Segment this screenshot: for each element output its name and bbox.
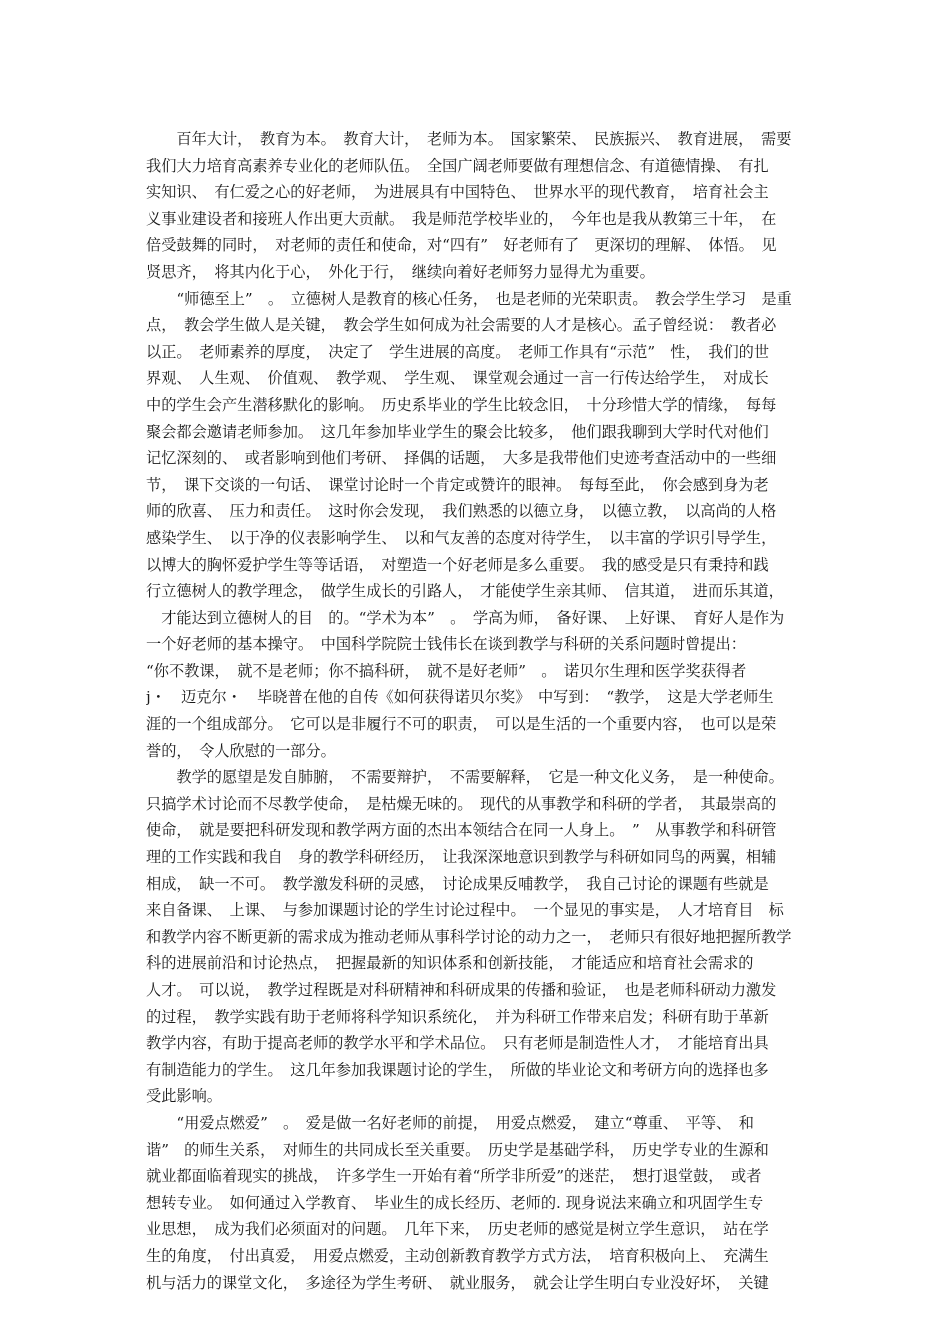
text-line: 机与活力的课堂文化， 多途径为学生考研、 就业服务， 就会让学生明白专业没好坏， 关键	[146, 1273, 769, 1292]
text-line: 实知识、 有仁爱之心的好老师， 为进展具有中国特色、 世界水平的现代教育， 培育社会主	[146, 183, 769, 202]
text-line: 义事业建设者和接班人作出更大贡献。 我是师范学校毕业的， 今年也是我从教第三十年， 在	[146, 209, 777, 228]
text-line: 就业都面临着现实的挑战， 许多学生一开始有着“所学非所爱”的迷茫， 想打退堂鼓， 或者	[146, 1167, 762, 1186]
text-line: 倍受鼓舞的同时， 对老师的责任和使命，对“四有” 好老师有了 更深切的理解、 体悟。 见	[146, 236, 777, 255]
text-line: 来自备课、 上课、 与参加课题讨论的学生讨论过程中。 一个显见的事实是， 人才培育目 标	[146, 901, 784, 920]
text-line: 涯的一个组成部分。 它可以是非履行不可的职责， 可以是生活的一个重要内容， 也可以是荣	[146, 715, 777, 734]
text-line: 受此影响。	[146, 1087, 222, 1106]
text-line: “师德至上” 。 立德树人是教育的核心任务， 也是老师的光荣职责。 教会学生学习 是重	[146, 289, 792, 308]
text-line: 教学内容，有助于提高老师的教学水平和学术品位。 只有老师是制造性人才， 才能培育出具	[146, 1034, 769, 1053]
text-line: 只搞学术讨论而不尽教学使命， 是枯燥无味的。 现代的从事教学和科研的学者， 其最崇高的	[146, 794, 777, 813]
text-line: 人才。 可以说， 教学过程既是对科研精神和科研成果的传播和验证， 也是老师科研动力激发	[146, 981, 777, 999]
text-line: 想转专业。 如何通过入学教育、 毕业生的成长经历、老师的. 现身说法来确立和巩固学生专	[146, 1193, 764, 1212]
text-line: j・ 迈克尔・ 毕晓普在他的自传《如何获得诺贝尔奖》 中写到： “教学， 这是大学老师生	[146, 688, 774, 707]
text-line: 百年大计， 教育为本。 教育大计， 老师为本。 国家繁荣、 民族振兴、 教育进展， 需要	[146, 130, 792, 148]
text-line: 生的角度， 付出真爱， 用爱点燃爱，主动创新教育教学方式方法， 培育积极向上、 充满生	[146, 1246, 769, 1265]
text-line: 的过程， 教学实践有助于老师将科学知识系统化， 并为科研工作带来启发；科研有助于革新	[146, 1007, 769, 1026]
text-line: 和教学内容不断更新的需求成为推动老师从事科学讨论的动力之一， 老师只有很好地把握所教学	[146, 927, 792, 946]
text-line: 以正。 老师素养的厚度， 决定了 学生进展的高度。 老师工作具有“示范” 性， 我们的世	[146, 342, 770, 361]
document-body	[146, 126, 810, 1296]
text-line: 誉的， 令人欣慰的一部分。	[146, 741, 336, 760]
text-line: “用爱点燃爱” 。 爱是做一名好老师的前提， 用爱点燃爱， 建立“尊重、 平等、 和	[146, 1113, 754, 1132]
text-line: 我们大力培育高素养专业化的老师队伍。 全国广阔老师要做有理想信念、有道德情操、 有扎	[146, 156, 769, 175]
text-line: 业思想， 成为我们必须面对的问题。 几年下来， 历史老师的感觉是树立学生意识， 站在学	[146, 1220, 769, 1239]
text-line: 感染学生、 以于净的仪表影响学生、 以和气友善的态度对待学生， 以丰富的学识引导学生，	[146, 528, 777, 547]
text-line: 教学的愿望是发自肺腑， 不需要辩护， 不需要解释， 它是一种文化义务， 是一种使命。	[146, 768, 784, 787]
text-line: 谐” 的师生关系， 对师生的共同成长至关重要。 历史学是基础学科， 历史学专业的生源和	[146, 1140, 769, 1159]
text-line: 贤思齐， 将其内化于心， 外化于行， 继续向着好老师努力显得尤为重要。	[146, 262, 655, 281]
text-line: 一个好老师的基本操守。 中国科学院院士钱伟长在谈到教学与科研的关系问题时曾提出：	[146, 635, 746, 654]
text-line: 才能达到立德树人的目 的。“学术为本” 。 学高为师， 备好课、 上好课、 育好人是作为	[146, 608, 785, 627]
text-line: 理的工作实践和我自 身的教学科研经历， 让我深深地意识到教学与科研如同鸟的两翼，相辅	[146, 848, 777, 867]
text-line: 点， 教会学生做人是关键， 教会学生如何成为社会需要的人才是核心。孟子曾经说： 教者必	[146, 316, 777, 335]
text-line: 以博大的胸怀爱护学生等等话语， 对塑造一个好老师是多么重要。 我的感受是只有秉持和践	[146, 555, 769, 574]
text-line: 记忆深刻的、 或者影响到他们考研、 择偶的话题， 大多是我带他们史迹考查活动中的一些细	[146, 449, 777, 468]
text-line: 有制造能力的学生。 这几年参加我课题讨论的学生， 所做的毕业论文和考研方向的选择也多	[146, 1060, 769, 1079]
text-line: 相成， 缺一不可。 教学激发科研的灵感， 讨论成果反哺教学， 我自己讨论的课题有些就是	[146, 874, 769, 893]
text-line: 节， 课下交谈的一句话、 课堂讨论时一个肯定或赞许的眼神。 每每至此， 你会感到身为老	[146, 475, 769, 494]
text-line: “你不教课， 就不是老师；你不搞科研， 就不是好老师” 。 诺贝尔生理和医学奖获得者	[146, 661, 747, 680]
text-line: 行立德树人的教学理念， 做学生成长的引路人， 才能使学生亲其师、 信其道， 进而乐其道，	[146, 582, 784, 601]
text-line: 使命， 就是要把科研发现和教学两方面的杰出本领结合在同一人身上。 ” 从事教学和科研管	[146, 821, 777, 840]
text-line: 科的进展前沿和讨论热点， 把握最新的知识体系和创新技能， 才能适应和培育社会需求的	[146, 954, 754, 973]
text-line: 界观、 人生观、 价值观、 教学观、 学生观、 课堂观会通过一言一行传达给学生， 对成长	[146, 369, 769, 388]
text-line: 师的欣喜、 压力和责任。 这时你会发现， 我们熟悉的以德立身， 以德立教， 以高尚的人格	[146, 502, 777, 521]
text-line: 聚会都会邀请老师参加。 这几年参加毕业学生的聚会比较多， 他们跟我聊到大学时代对他们	[146, 422, 769, 441]
text-line: 中的学生会产生潜移默化的影响。 历史系毕业的学生比较念旧， 十分珍惜大学的情缘， 每每	[146, 395, 777, 414]
